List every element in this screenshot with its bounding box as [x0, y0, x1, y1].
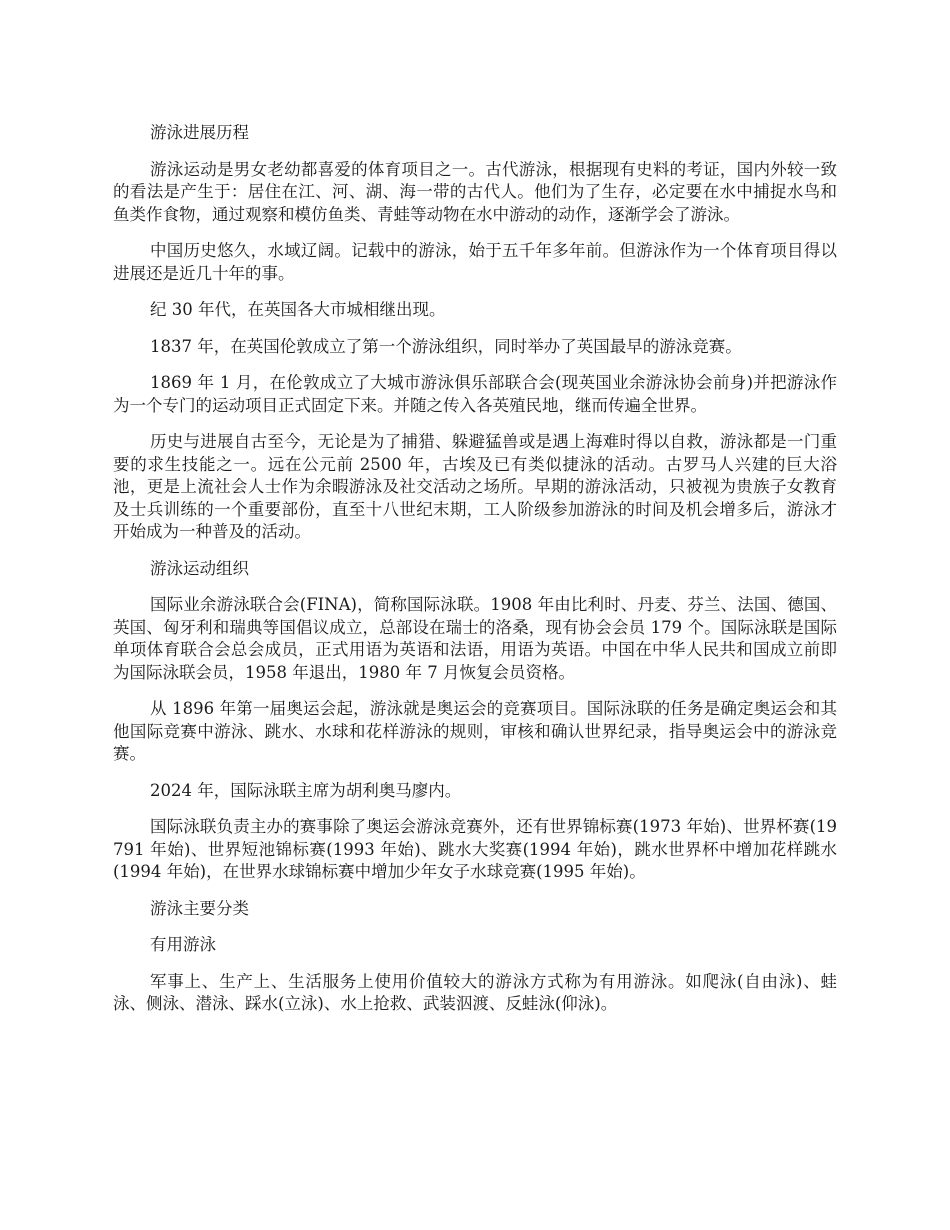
- paragraph-china-history: 中国历史悠久，水域辽阔。记载中的游泳，始于五千年多年前。但游泳作为一个体育项目得以进展还是近几十年的事。: [113, 241, 837, 283]
- paragraph-1837: 1837 年，在英国伦敦成立了第一个游泳组织，同时举办了英国最早的游泳竞赛。: [150, 336, 742, 356]
- paragraph-2024-president: 2024 年，国际泳联主席为胡利奥马廖内。: [150, 780, 462, 800]
- paragraph-fina-events: 国际泳联负责主办的赛事除了奥运会游泳竞赛外，还有世界锦标赛(1973 年始)、世界杯赛(19791 年始)、世界短池锦标赛(1993 年始)、跳水大奖赛(1994 年始)，跳水世界杯中增加花样跳水(1994 年始)，在世界水球锦标赛中增加少年女子水球竞赛(1995 年始)。: [113, 817, 837, 881]
- paragraph-1830s: 纪 30 年代，在英国各大市城相继出现。: [150, 300, 446, 319]
- section-heading-organization: 游泳运动组织: [150, 558, 249, 578]
- paragraph-olympics: 从 1896 年第一届奥运会起，游泳就是奥运会的竞赛项目。国际泳联的任务是确定奥运会和其他国际竞赛中游泳、跳水、水球和花样游泳的规则，审核和确认世界纪录，指导奥运会中的游泳竞赛。: [113, 699, 837, 763]
- paragraph-fina: 国际业余游泳联合会(FINA)，简称国际泳联。1908 年由比利时、丹麦、芬兰、法国、德国、英国、匈牙利和瑞典等国倡议成立，总部设在瑞士的洛桑，现有协会会员 179 个。国际泳联是国际单项体育联合会总会成员，正式用语为英语和法语，用语为英语。中国在中华人民共和国成立前即为国际泳联会员，1958 年退出，1980 年 7 月恢复会员资格。: [113, 595, 837, 682]
- paragraph-ancient-swimming: 游泳运动是男女老幼都喜爱的体育项目之一。古代游泳，根据现有史料的考证，国内外较一致的看法是产生于：居住在江、河、湖、海一带的古代人。他们为了生存，必定要在水中捕捉水鸟和鱼类作食物，通过观察和模仿鱼类、青蛙等动物在水中游动的动作，逐渐学会了游泳。: [113, 159, 837, 224]
- document-page: [113, 122, 837, 1030]
- paragraph-1869: 1869 年 1 月，在伦敦成立了大城市游泳俱乐部联合会(现英国业余游泳协会前身)并把游泳作为一个专门的运动项目正式固定下来。并随之传入各英殖民地，继而传遍全世界。: [113, 373, 837, 415]
- paragraph-practical-swimming: 军事上、生产上、生活服务上使用价值较大的游泳方式称为有用游泳。如爬泳(自由泳)、蛙泳、侧泳、潜泳、踩水(立泳)、水上抢救、武装泅渡、反蛙泳(仰泳)。: [113, 971, 837, 1013]
- subheading-practical-swimming: 有用游泳: [150, 935, 216, 954]
- section-heading-history: 游泳进展历程: [150, 123, 249, 142]
- paragraph-history-development: 历史与进展自古至今，无论是为了捕猎、躲避猛兽或是遇上海难时得以自救，游泳都是一门重要的求生技能之一。远在公元前 2500 年，古埃及已有类似捷泳的活动。古罗马人兴建的巨大浴池，更是上流社会人士作为余暇游泳及社交活动之场所。早期的游泳活动，只被视为贵族子女教育及士兵训练的一个重要部份，直至十八世纪末期，工人阶级参加游泳的时间及机会增多后，游泳才开始成为一种普及的活动。: [113, 432, 837, 541]
- section-heading-categories: 游泳主要分类: [150, 898, 249, 918]
